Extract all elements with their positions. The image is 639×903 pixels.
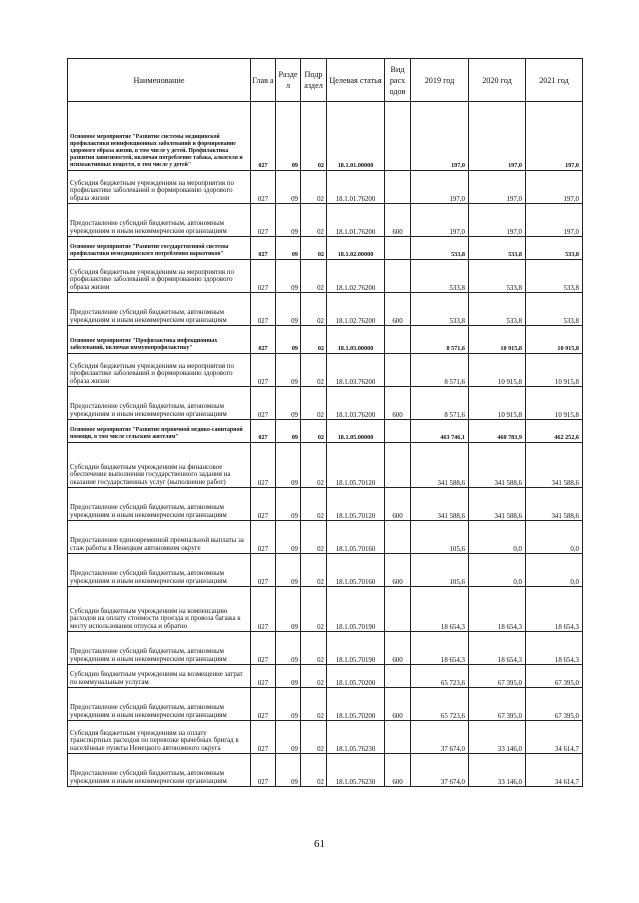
table-row xyxy=(68,326,583,354)
cell-vid: 600 xyxy=(385,688,411,721)
cell-2020: 197,0 xyxy=(469,102,526,171)
cell-2020: 0,0 xyxy=(469,554,526,587)
cell-vid xyxy=(385,721,411,754)
header-podrazdel: Подр аздел xyxy=(301,59,327,102)
cell-podrazdel: 02 xyxy=(301,420,327,443)
cell-target: 18.1.01.76200 xyxy=(327,204,385,237)
cell-vid: 600 xyxy=(385,293,411,326)
cell-name: Предоставление субсидий бюджетным, автономным учреждениям и иным некоммерческим организациям xyxy=(68,387,251,420)
cell-2020: 533,8 xyxy=(469,237,526,260)
cell-target: 18.1.02.00000 xyxy=(327,237,385,260)
cell-name: Предоставление субсидий бюджетным, автономным учреждениям и иным некоммерческим организациям xyxy=(68,204,251,237)
table-row xyxy=(68,754,583,787)
cell-2019: 533,8 xyxy=(411,293,469,326)
cell-name: Субсидии бюджетным учреждениям на финансовое обеспечение выполнения государственного задания на оказание государственных услуг (выполнение работ) xyxy=(68,443,251,488)
cell-podrazdel: 02 xyxy=(301,293,327,326)
cell-2019: 105,6 xyxy=(411,554,469,587)
cell-target: 18.1.05.70190 xyxy=(327,632,385,665)
table-row xyxy=(68,488,583,521)
cell-2019: 197,0 xyxy=(411,204,469,237)
cell-2020: 0,0 xyxy=(469,521,526,554)
cell-glava: 027 xyxy=(251,587,276,632)
header-target: Целевая статья xyxy=(327,59,385,102)
cell-name: Предоставление субсидий бюджетным, автономным учреждениям и иным некоммерческим организациям xyxy=(68,688,251,721)
cell-target: 18.1.01.00000 xyxy=(327,102,385,171)
cell-2019: 8 571,6 xyxy=(411,326,469,354)
cell-vid xyxy=(385,260,411,293)
table-row xyxy=(68,354,583,387)
cell-vid: 600 xyxy=(385,554,411,587)
cell-vid xyxy=(385,326,411,354)
cell-target: 18.1.05.70200 xyxy=(327,688,385,721)
cell-vid xyxy=(385,354,411,387)
cell-target: 18.1.03.76200 xyxy=(327,354,385,387)
cell-vid xyxy=(385,420,411,443)
table-row xyxy=(68,587,583,632)
cell-2019: 533,8 xyxy=(411,237,469,260)
table-row xyxy=(68,237,583,260)
cell-2019: 197,0 xyxy=(411,102,469,171)
cell-name: Предоставление субсидий бюджетным, автономным учреждениям и иным некоммерческим организациям xyxy=(68,632,251,665)
cell-2020: 533,8 xyxy=(469,260,526,293)
cell-podrazdel: 02 xyxy=(301,387,327,420)
page-number: 61 xyxy=(314,838,325,850)
cell-vid: 600 xyxy=(385,204,411,237)
cell-vid xyxy=(385,102,411,171)
cell-razdel: 09 xyxy=(276,688,301,721)
cell-2019: 37 674,0 xyxy=(411,721,469,754)
cell-glava: 027 xyxy=(251,554,276,587)
cell-podrazdel: 02 xyxy=(301,721,327,754)
cell-razdel: 09 xyxy=(276,443,301,488)
cell-2020: 10 915,8 xyxy=(469,387,526,420)
cell-target: 18.1.05.70120 xyxy=(327,488,385,521)
cell-glava: 027 xyxy=(251,665,276,688)
cell-podrazdel: 02 xyxy=(301,102,327,171)
cell-glava: 027 xyxy=(251,387,276,420)
cell-razdel: 09 xyxy=(276,587,301,632)
cell-2020: 10 915,8 xyxy=(469,354,526,387)
cell-vid: 600 xyxy=(385,488,411,521)
cell-podrazdel: 02 xyxy=(301,237,327,260)
cell-podrazdel: 02 xyxy=(301,554,327,587)
header-y2019: 2019 год xyxy=(411,59,469,102)
cell-razdel: 09 xyxy=(276,171,301,204)
cell-podrazdel: 02 xyxy=(301,521,327,554)
cell-glava: 027 xyxy=(251,721,276,754)
cell-2020: 341 588,6 xyxy=(469,443,526,488)
cell-2019: 18 654,3 xyxy=(411,587,469,632)
cell-target: 18.1.05.70200 xyxy=(327,665,385,688)
cell-glava: 027 xyxy=(251,521,276,554)
cell-name: Субсидия бюджетным учреждениям на мероприятия по профилактике заболеваний и формированию здорового образа жизни xyxy=(68,171,251,204)
cell-podrazdel: 02 xyxy=(301,326,327,354)
cell-glava: 027 xyxy=(251,688,276,721)
cell-razdel: 09 xyxy=(276,488,301,521)
cell-glava: 027 xyxy=(251,260,276,293)
cell-razdel: 09 xyxy=(276,665,301,688)
header-razdel: Разде л xyxy=(276,59,301,102)
cell-name: Субсидии бюджетным учреждениям на компенсацию расходов на оплату стоимости проезда и провоза багажа к месту использования отпуска и обратно xyxy=(68,587,251,632)
cell-2019: 65 723,6 xyxy=(411,665,469,688)
cell-2021: 197,0 xyxy=(526,171,583,204)
table-row xyxy=(68,554,583,587)
header-glava: Глав а xyxy=(251,59,276,102)
cell-razdel: 09 xyxy=(276,554,301,587)
cell-target: 18.1.01.76200 xyxy=(327,171,385,204)
cell-2021: 67 395,0 xyxy=(526,665,583,688)
table-header-row xyxy=(68,59,583,102)
cell-razdel: 09 xyxy=(276,204,301,237)
table-row xyxy=(68,293,583,326)
cell-2021: 34 614,7 xyxy=(526,754,583,787)
cell-glava: 027 xyxy=(251,488,276,521)
header-vid: Вид расх одов xyxy=(385,59,411,102)
header-y2021: 2021 год xyxy=(526,59,583,102)
cell-podrazdel: 02 xyxy=(301,488,327,521)
cell-target: 18.1.05.00000 xyxy=(327,420,385,443)
cell-2020: 18 654,3 xyxy=(469,632,526,665)
cell-name: Предоставление единовременной премиальной выплаты за стаж работы в Ненецком автономном округе xyxy=(68,521,251,554)
cell-2020: 197,0 xyxy=(469,204,526,237)
cell-2021: 341 588,6 xyxy=(526,443,583,488)
cell-glava: 027 xyxy=(251,102,276,171)
cell-2019: 533,8 xyxy=(411,260,469,293)
cell-glava: 027 xyxy=(251,632,276,665)
cell-podrazdel: 02 xyxy=(301,754,327,787)
table-row xyxy=(68,171,583,204)
cell-2019: 105,6 xyxy=(411,521,469,554)
cell-podrazdel: 02 xyxy=(301,665,327,688)
table-row xyxy=(68,102,583,171)
cell-target: 18.1.05.70160 xyxy=(327,554,385,587)
cell-podrazdel: 02 xyxy=(301,260,327,293)
cell-target: 18.1.02.76200 xyxy=(327,260,385,293)
cell-vid xyxy=(385,665,411,688)
cell-target: 18.1.03.76200 xyxy=(327,387,385,420)
cell-vid xyxy=(385,587,411,632)
cell-target: 18.1.05.70160 xyxy=(327,521,385,554)
cell-2021: 0,0 xyxy=(526,521,583,554)
cell-glava: 027 xyxy=(251,420,276,443)
cell-podrazdel: 02 xyxy=(301,587,327,632)
cell-name: Субсидия бюджетным учреждениям на мероприятия по профилактике заболеваний и формированию здорового образа жизни xyxy=(68,260,251,293)
cell-target: 18.1.05.70120 xyxy=(327,443,385,488)
table-row xyxy=(68,665,583,688)
cell-2019: 65 723,6 xyxy=(411,688,469,721)
cell-podrazdel: 02 xyxy=(301,443,327,488)
cell-2020: 67 395,0 xyxy=(469,665,526,688)
cell-name: Основное мероприятие "Развитие государственной системы профилактики немедицинского потребления наркотиков" xyxy=(68,237,251,260)
cell-2021: 10 915,8 xyxy=(526,354,583,387)
cell-target: 18.1.05.70190 xyxy=(327,587,385,632)
cell-2020: 460 783,9 xyxy=(469,420,526,443)
cell-glava: 027 xyxy=(251,171,276,204)
table-row xyxy=(68,204,583,237)
cell-glava: 027 xyxy=(251,443,276,488)
cell-razdel: 09 xyxy=(276,237,301,260)
cell-razdel: 09 xyxy=(276,326,301,354)
cell-glava: 027 xyxy=(251,354,276,387)
cell-razdel: 09 xyxy=(276,293,301,326)
cell-target: 18.1.03.00000 xyxy=(327,326,385,354)
cell-2021: 533,8 xyxy=(526,293,583,326)
cell-2021: 10 915,8 xyxy=(526,326,583,354)
cell-2021: 18 654,3 xyxy=(526,632,583,665)
cell-razdel: 09 xyxy=(276,521,301,554)
cell-razdel: 09 xyxy=(276,260,301,293)
cell-2020: 197,0 xyxy=(469,171,526,204)
cell-2020: 33 146,0 xyxy=(469,721,526,754)
cell-name: Субсидия бюджетным учреждениям на мероприятия по профилактике заболеваний и формированию здорового образа жизни xyxy=(68,354,251,387)
table-row xyxy=(68,387,583,420)
cell-2019: 37 674,0 xyxy=(411,754,469,787)
cell-2021: 18 654,3 xyxy=(526,587,583,632)
cell-name: Предоставление субсидий бюджетным, автономным учреждениям и иным некоммерческим организациям xyxy=(68,488,251,521)
header-y2020: 2020 год xyxy=(469,59,526,102)
table-row xyxy=(68,521,583,554)
cell-razdel: 09 xyxy=(276,420,301,443)
cell-podrazdel: 02 xyxy=(301,354,327,387)
table-row xyxy=(68,632,583,665)
cell-glava: 027 xyxy=(251,204,276,237)
cell-podrazdel: 02 xyxy=(301,171,327,204)
cell-vid: 600 xyxy=(385,754,411,787)
cell-2019: 341 588,6 xyxy=(411,443,469,488)
cell-razdel: 09 xyxy=(276,387,301,420)
table-row xyxy=(68,721,583,754)
cell-target: 18.1.05.76230 xyxy=(327,721,385,754)
budget-table xyxy=(67,58,583,787)
cell-glava: 027 xyxy=(251,326,276,354)
cell-vid xyxy=(385,171,411,204)
cell-2021: 533,8 xyxy=(526,237,583,260)
cell-vid: 600 xyxy=(385,632,411,665)
cell-2019: 463 746,1 xyxy=(411,420,469,443)
cell-glava: 027 xyxy=(251,293,276,326)
header-name: Наименование xyxy=(68,59,251,102)
table-row xyxy=(68,420,583,443)
cell-2021: 67 395,0 xyxy=(526,688,583,721)
cell-2021: 533,8 xyxy=(526,260,583,293)
cell-name: Основное мероприятие "Профилактика инфекционных заболеваний, включая иммунопрофилактику" xyxy=(68,326,251,354)
cell-name: Субсидии бюджетным учреждениям на возмещение затрат по коммунальным услугам xyxy=(68,665,251,688)
cell-name: Субсидия бюджетным учреждениям на оплату транспортных расходов по перевозке врачебных бригад в населённые пункты Ненецкого автономного округа xyxy=(68,721,251,754)
cell-2020: 10 915,8 xyxy=(469,326,526,354)
cell-name: Основное мероприятие "Развитие системы медицинской профилактики неинфекционных заболеваний и формирование здорового образа жизни, в том числе у детей. Профилактика развития зависимостей, включая потребление табака, алкоголя и психоактивных веществ, в том числе у детей" xyxy=(68,102,251,171)
cell-vid xyxy=(385,237,411,260)
cell-2021: 341 588,6 xyxy=(526,488,583,521)
cell-vid xyxy=(385,521,411,554)
cell-podrazdel: 02 xyxy=(301,632,327,665)
table-row xyxy=(68,260,583,293)
cell-razdel: 09 xyxy=(276,754,301,787)
cell-2021: 34 614,7 xyxy=(526,721,583,754)
cell-name: Предоставление субсидий бюджетным, автономным учреждениям и иным некоммерческим организациям xyxy=(68,293,251,326)
cell-vid xyxy=(385,443,411,488)
cell-2019: 8 571,6 xyxy=(411,354,469,387)
cell-podrazdel: 02 xyxy=(301,688,327,721)
cell-glava: 027 xyxy=(251,237,276,260)
cell-2020: 18 654,3 xyxy=(469,587,526,632)
cell-name: Предоставление субсидий бюджетным, автономным учреждениям и иным некоммерческим организациям xyxy=(68,754,251,787)
cell-target: 18.1.02.76200 xyxy=(327,293,385,326)
cell-2020: 341 588,6 xyxy=(469,488,526,521)
budget-document xyxy=(67,58,582,787)
table-row xyxy=(68,688,583,721)
cell-glava: 027 xyxy=(251,754,276,787)
cell-2019: 18 654,3 xyxy=(411,632,469,665)
cell-2020: 533,8 xyxy=(469,293,526,326)
cell-name: Основное мероприятие "Развитие первичной медико-санитарной помощи, в том числе сельским жителям" xyxy=(68,420,251,443)
cell-name: Предоставление субсидий бюджетным, автономным учреждениям и иным некоммерческим организациям xyxy=(68,554,251,587)
cell-razdel: 09 xyxy=(276,721,301,754)
cell-razdel: 09 xyxy=(276,354,301,387)
cell-2021: 0,0 xyxy=(526,554,583,587)
cell-2020: 33 146,0 xyxy=(469,754,526,787)
cell-2019: 197,0 xyxy=(411,171,469,204)
cell-vid: 600 xyxy=(385,387,411,420)
cell-2021: 197,0 xyxy=(526,102,583,171)
cell-2020: 67 395,0 xyxy=(469,688,526,721)
cell-razdel: 09 xyxy=(276,102,301,171)
cell-razdel: 09 xyxy=(276,632,301,665)
table-row xyxy=(68,443,583,488)
cell-target: 18.1.05.76230 xyxy=(327,754,385,787)
cell-2021: 197,0 xyxy=(526,204,583,237)
cell-podrazdel: 02 xyxy=(301,204,327,237)
cell-2021: 462 252,6 xyxy=(526,420,583,443)
cell-2019: 341 588,6 xyxy=(411,488,469,521)
cell-2021: 10 915,8 xyxy=(526,387,583,420)
cell-2019: 8 571,6 xyxy=(411,387,469,420)
